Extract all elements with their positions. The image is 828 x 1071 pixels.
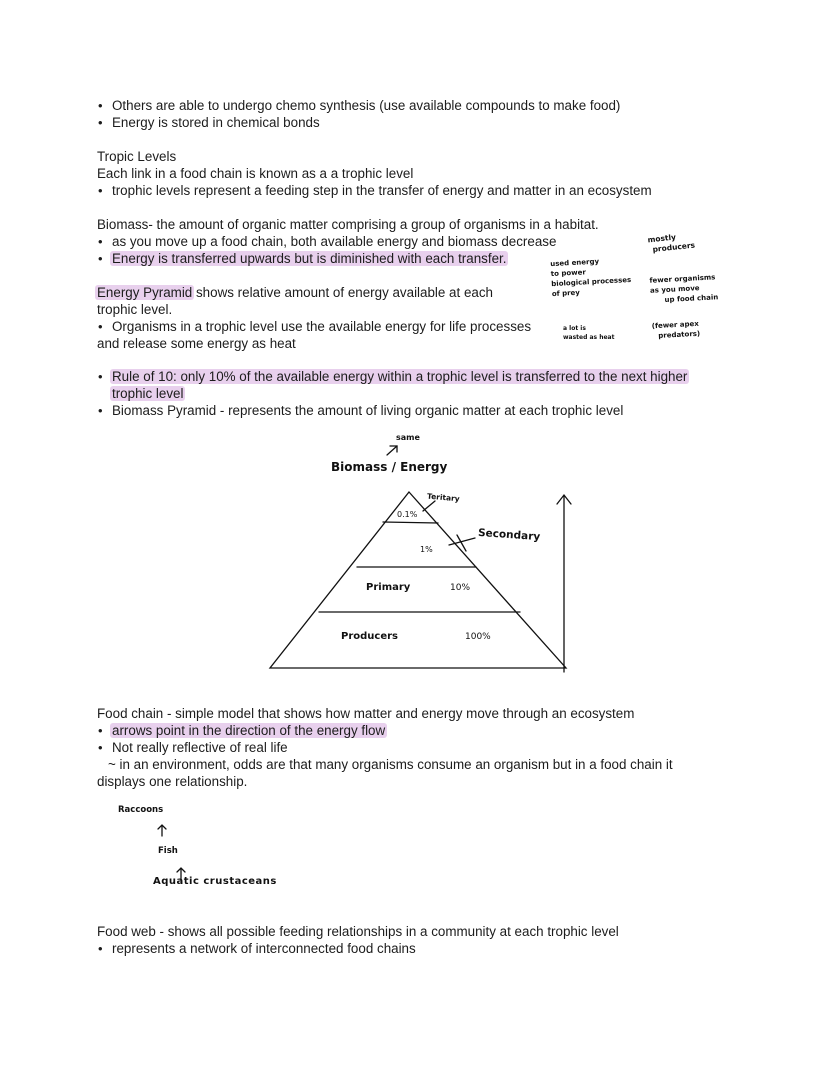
note-line: Energy is stored in chemical bonds <box>112 115 320 130</box>
chain-aquatic-crustaceans: Aquatic crustaceans <box>153 876 277 887</box>
margin-note-used-energy: used energy to power biological processes of prey <box>550 257 632 299</box>
highlighted-term: Energy Pyramid <box>97 285 193 300</box>
margin-note-fewer-organisms: fewer organisms as you move up food chain <box>649 273 719 305</box>
highlighted-text: Rule of 10: only 10% of the available energy within a trophic level is transferred to the next higher <box>112 369 688 384</box>
note-line: ~ in an environment, odds are that many organisms consume an organism but in a food chain it <box>108 757 673 772</box>
pyramid-same-label: same <box>396 433 420 442</box>
bullet-dot: • <box>98 234 103 249</box>
margin-note-wasted-heat: a lot is wasted as heat <box>563 325 615 341</box>
margin-note-fewer-apex: (fewer apex predators) <box>651 319 701 340</box>
note-line <box>112 722 385 739</box>
bullet-dot: • <box>98 251 103 266</box>
bullet-dot: • <box>98 740 103 755</box>
bullet-dot: • <box>98 319 103 334</box>
note-line: and release some energy as heat <box>97 336 296 351</box>
pyramid-outline <box>270 492 566 668</box>
chain-fish: Fish <box>158 846 178 856</box>
note-line: Others are able to undergo chemo synthesis (use available compounds to make food) <box>112 98 621 113</box>
section-heading: Tropic Levels <box>97 149 177 164</box>
bullet-dot: • <box>98 183 103 198</box>
note-line: trophic level. <box>97 302 173 317</box>
bullet-dot: • <box>98 723 103 738</box>
note-line: Organisms in a trophic level use the available energy for life processes <box>112 319 532 334</box>
pyramid-producers-label: Producers <box>341 631 399 642</box>
note-line: Food chain - simple model that shows how matter and energy move through an ecosystem <box>97 706 635 721</box>
pyramid-title: Biomass / Energy <box>331 460 448 474</box>
pyramid-pct-producers: 100% <box>465 632 491 642</box>
highlighted-text: arrows point in the direction of the energy flow <box>112 723 386 738</box>
note-line: Food web - shows all possible feeding relationships in a community at each trophic level <box>97 924 619 939</box>
bullet-dot: • <box>98 941 103 956</box>
chain-raccoons: Raccoons <box>118 805 164 815</box>
pyramid-primary-label: Primary <box>366 582 411 593</box>
highlighted-text: trophic level <box>112 386 184 401</box>
note-line: Not really reflective of real life <box>112 740 288 755</box>
pyramid-level-line <box>383 522 438 523</box>
note-line: Biomass Pyramid - represents the amount of living organic matter at each trophic level <box>112 403 624 418</box>
bullet-dot: • <box>98 98 103 113</box>
note-line: trophic levels represent a feeding step in the transfer of energy and matter in an ecosystem <box>112 183 652 198</box>
note-line: Biomass- the amount of organic matter comprising a group of organisms in a habitat. <box>97 217 599 232</box>
bullet-dot: • <box>98 403 103 418</box>
note-text: shows relative amount of energy available at each <box>192 285 493 300</box>
pyramid-pct-tertiary: 0.1% <box>397 510 418 519</box>
bullet-dot: • <box>98 369 103 384</box>
pyramid-pct-primary: 10% <box>450 583 471 593</box>
margin-note-mostly-producers: mostly producers <box>647 232 696 254</box>
bullet-dot: • <box>98 115 103 130</box>
pyramid-pct-secondary: 1% <box>420 545 433 554</box>
same-arrow <box>387 446 397 455</box>
highlighted-text: Energy is transferred upwards but is diminished with each transfer. <box>112 251 507 266</box>
tertiary-arrow <box>423 501 435 511</box>
pyramid-secondary-label: Secondary <box>477 526 541 544</box>
pyramid-tertiary-label: Teritary <box>426 491 461 504</box>
note-line: Each link in a food chain is known as a a trophic level <box>97 166 414 181</box>
note-line: as you move up a food chain, both available energy and biomass decrease <box>112 234 557 249</box>
note-line: represents a network of interconnected food chains <box>112 941 416 956</box>
note-line: displays one relationship. <box>97 774 248 789</box>
